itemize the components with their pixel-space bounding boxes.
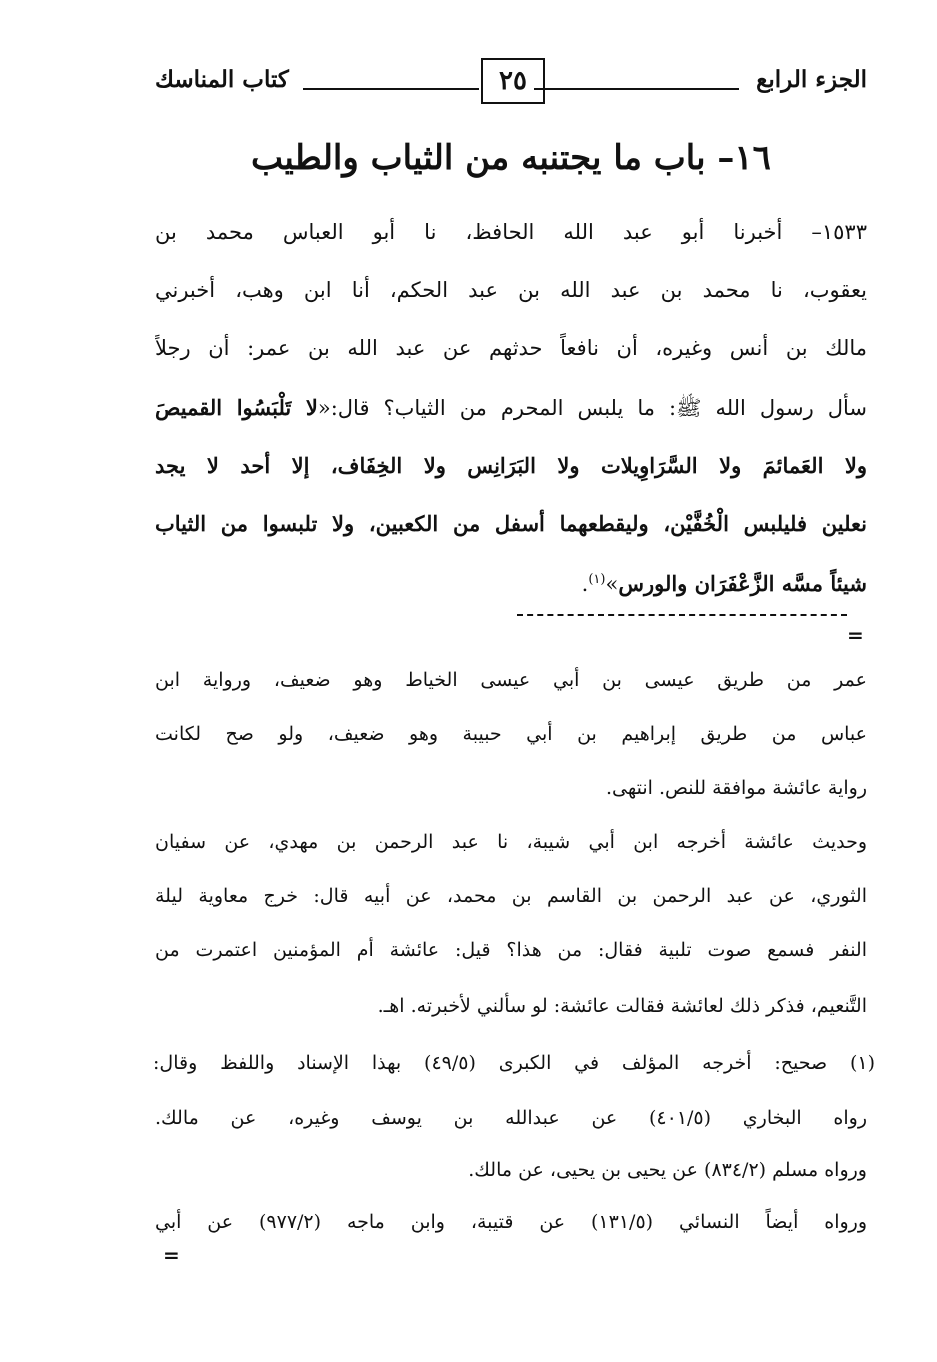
hadith-line [155, 560, 867, 600]
commentary-line: وحديث عائشة أخرجه ابن أبي شيبة، نا عبد الرحمن بن مهدي، عن سفيان [155, 831, 867, 853]
book-title: كتاب المناسك [155, 66, 289, 93]
sentence-end: . [581, 572, 589, 596]
hadith-line [155, 212, 867, 252]
prophet-quote: لا تَلْبَسُوا القميصَ [155, 395, 318, 420]
commentary-line: الثوري، عن عبد الرحمن بن القاسم بن محمد، عن أبيه قال: خرج معاوية ليلة [155, 885, 867, 907]
commentary-line: عمر من طريق عيسى بن أبي عيسى الخياط وهو ضعيف، ورواية ابن [155, 669, 867, 691]
footnote-line: ورواه أيضاً النسائي (١٣١/٥) عن قتيبة، وابن ماجه (٩٧٧/٢) عن أبي [155, 1211, 867, 1233]
hadith-text-run: يعقوب، نا محمد بن عبد الله بن عبد الحكم، أنا ابن وهب، أخبرني [155, 278, 867, 302]
hadith-line [155, 446, 867, 486]
hadith-line [155, 504, 867, 544]
hadith-text-run: ١٥٣٣– أخبرنا أبو عبد الله الحافظ، نا أبو العباس محمد بن [155, 220, 867, 244]
footnote-line: رواه البخاري (٤٠١/٥) عن عبدالله بن يوسف وغيره، عن مالك. [155, 1107, 867, 1129]
header-rule-left [303, 88, 479, 90]
page-number: ٢٥ [481, 58, 545, 104]
quote-close-mark: » [605, 572, 619, 596]
prophet-quote: نعلين فليلبس الْخُفَّيْن، وليقطعهما أسفل من الكعبين، ولا تلبسوا من الثياب [155, 511, 867, 536]
commentary-line: النفر فسمع صوت تلبية فقال: من هذا؟ قيل: عائشة أم المؤمنين اعتمرت من [155, 939, 867, 961]
commentary-line: التَّنعيم، فذكر ذلك لعائشة فقالت عائشة: لو سألني لأخبرته. اهـ. [377, 995, 867, 1017]
footnote-reference: (١) [588, 572, 606, 587]
continuation-mark: = [847, 623, 864, 647]
commentary-line: عباس من طريق إبراهيم بن أبي حبيبة وهو ضعيف، ولو صح لكانت [155, 723, 867, 745]
prophet-quote: ولا العَمائمَ ولا السَّرَاوِيلات ولا البَرَانِس ولا الخِفَاف، إلا أحد لا يجد [155, 453, 867, 478]
footnote-line: (١) صحيح: أخرجه المؤلف في الكبرى (٤٩/٥) بهذا الإسناد واللفظ وقال: [153, 1052, 875, 1074]
hadith-line [155, 270, 867, 310]
footnote-continuation-mark: = [163, 1243, 180, 1267]
header-rule-right [534, 88, 739, 90]
hadith-line [155, 328, 867, 368]
volume-label: الجزء الرابع [756, 66, 867, 93]
hadith-text-run: سأل رسول الله ﷺ: ما يلبس المحرم من الثياب؟ قال:« [317, 396, 867, 420]
prophet-quote: شيئاً مسَّه الزَّعْفَرَان والورس [618, 571, 867, 596]
footnote-separator [517, 614, 847, 616]
page-header [155, 58, 867, 110]
commentary-line: رواية عائشة موافقة للنص. انتهى. [605, 777, 867, 799]
hadith-text-run: مالك بن أنس وغيره، أن نافعاً حدثهم عن عبد الله بن عمر: أن رجلاً [155, 336, 867, 360]
footnote-line: ورواه مسلم (٨٣٤/٢) عن يحيى بن يحيى، عن مالك. [468, 1159, 867, 1181]
hadith-line [155, 388, 867, 428]
chapter-title: ١٦– باب ما يجتنبه من الثياب والطيب [251, 138, 771, 178]
